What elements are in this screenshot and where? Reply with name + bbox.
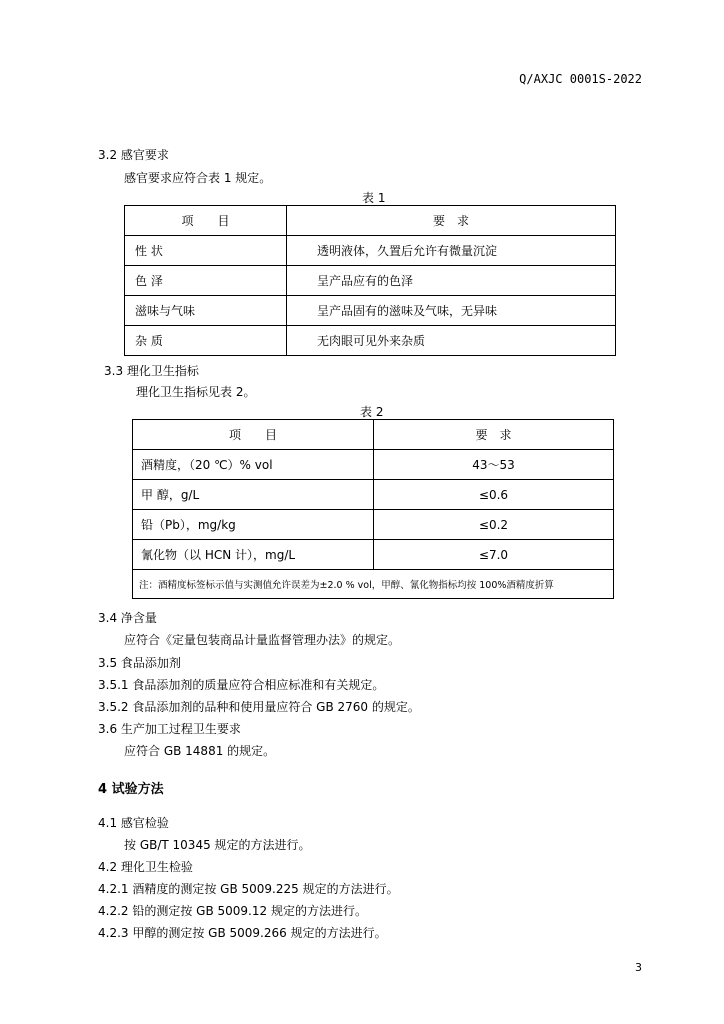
table-2-caption: 表 2 — [360, 405, 384, 419]
table-row — [133, 510, 614, 540]
table-cell: 酒精度，（20 ℃）% vol — [133, 450, 374, 480]
table-row — [125, 266, 616, 296]
section-3-5-heading: 3.5 食品添加剂 — [98, 656, 181, 670]
section-3-2-text: 感官要求应符合表 1 规定。 — [124, 171, 272, 185]
table-cell: ≤0.6 — [374, 480, 614, 510]
table-cell: 铅（Pb），mg/kg — [133, 510, 374, 540]
section-3-5-1: 3.5.1 食品添加剂的质量应符合相应标准和有关规定。 — [98, 678, 385, 692]
table-cell: ≤0.2 — [374, 510, 614, 540]
table-cell: 43～53 — [374, 450, 614, 480]
table-header-cell: 项 目 — [125, 206, 287, 236]
section-3-3-heading: 3.3 理化卫生指标 — [104, 364, 199, 378]
section-4-heading: 4 试验方法 — [98, 782, 164, 797]
table-note: 注：酒精度标签标示值与实测值允许误差为±2.0 % vol，甲醇、氰化物指标均按 100%酒精度折算 — [133, 570, 614, 599]
section-4-1-text: 按 GB/T 10345 规定的方法进行。 — [124, 838, 311, 852]
table-note-row — [133, 570, 614, 599]
section-3-2-heading: 3.2 感官要求 — [98, 148, 169, 162]
table-header-row — [133, 420, 614, 450]
table-header-cell: 要 求 — [287, 206, 616, 236]
table-row — [133, 540, 614, 570]
section-3-6-heading: 3.6 生产加工过程卫生要求 — [98, 722, 241, 736]
table-cell: 透明液体，久置后允许有微量沉淀 — [287, 236, 616, 266]
table-header-cell: 要 求 — [374, 420, 614, 450]
table-cell: 呈产品固有的滋味及气味，无异味 — [287, 296, 616, 326]
table-row — [125, 296, 616, 326]
table-row — [133, 480, 614, 510]
section-3-4-heading: 3.4 净含量 — [98, 611, 157, 625]
table-cell: 无肉眼可见外来杂质 — [287, 326, 616, 356]
table-cell: 甲 醇，g/L — [133, 480, 374, 510]
table-cell: 呈产品应有的色泽 — [287, 266, 616, 296]
section-3-4-text: 应符合《定量包装商品计量监督管理办法》的规定。 — [124, 633, 401, 647]
section-4-2-2: 4.2.2 铅的测定按 GB 5009.12 规定的方法进行。 — [98, 904, 367, 918]
table-header-cell: 项 目 — [133, 420, 374, 450]
table-1-caption: 表 1 — [362, 191, 386, 205]
table-cell: ≤7.0 — [374, 540, 614, 570]
section-3-5-2: 3.5.2 食品添加剂的品种和使用量应符合 GB 2760 的规定。 — [98, 700, 420, 714]
page-number: 3 — [635, 961, 642, 974]
table-cell: 氰化物（以 HCN 计），mg/L — [133, 540, 374, 570]
table-1 — [124, 205, 616, 356]
section-4-2-heading: 4.2 理化卫生检验 — [98, 860, 193, 874]
section-4-2-1: 4.2.1 酒精度的测定按 GB 5009.225 规定的方法进行。 — [98, 882, 399, 896]
table-row — [125, 236, 616, 266]
section-4-1-heading: 4.1 感官检验 — [98, 816, 169, 830]
table-cell: 滋味与气味 — [125, 296, 287, 326]
table-row — [133, 450, 614, 480]
table-row — [125, 326, 616, 356]
table-header-row — [125, 206, 616, 236]
section-3-6-text: 应符合 GB 14881 的规定。 — [124, 744, 276, 758]
section-3-3-text: 理化卫生指标见表 2。 — [136, 385, 256, 399]
table-cell: 杂 质 — [125, 326, 287, 356]
section-4-2-3: 4.2.3 甲醇的测定按 GB 5009.266 规定的方法进行。 — [98, 926, 387, 940]
table-2 — [132, 419, 614, 599]
table-cell: 色 泽 — [125, 266, 287, 296]
document-code: Q/AXJC 0001S-2022 — [519, 72, 642, 86]
table-cell: 性 状 — [125, 236, 287, 266]
